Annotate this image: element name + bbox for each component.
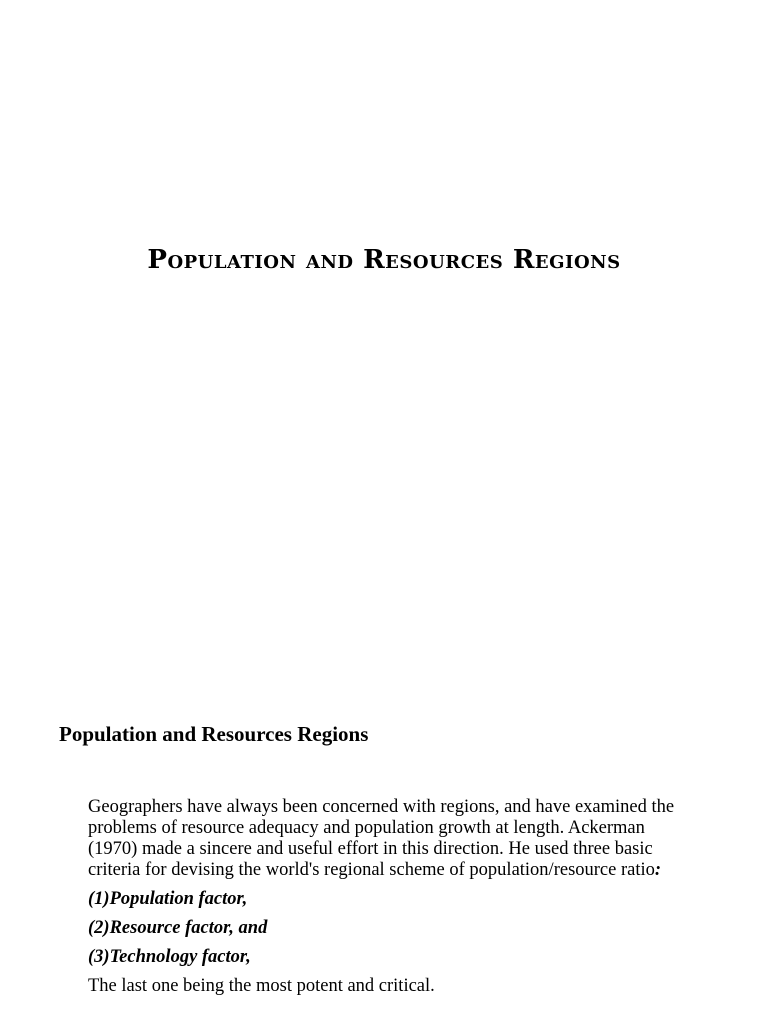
cover-title: Population and Resources Regions <box>147 245 621 275</box>
intro-colon: : <box>654 860 662 880</box>
intro-text: Geographers have always been concerned with regions, and have examined the problems of resource adequacy and population growth at length. Ackerman (1970) made a sincere and useful effort in this direction. He used three basic criteria for devising the world's regional scheme of population/resource ratio <box>88 797 675 880</box>
body-text <box>88 797 688 997</box>
criteria-item-technology: (3)Technology factor, <box>88 947 251 967</box>
closing-sentence: The last one being the most potent and critical. <box>88 976 435 996</box>
criteria-item-resource: (2)Resource factor, and <box>88 918 268 938</box>
intro-paragraph <box>88 797 688 881</box>
criteria-item-population: (1)Population factor, <box>88 889 248 909</box>
section-heading: Population and Resources Regions <box>59 722 369 746</box>
